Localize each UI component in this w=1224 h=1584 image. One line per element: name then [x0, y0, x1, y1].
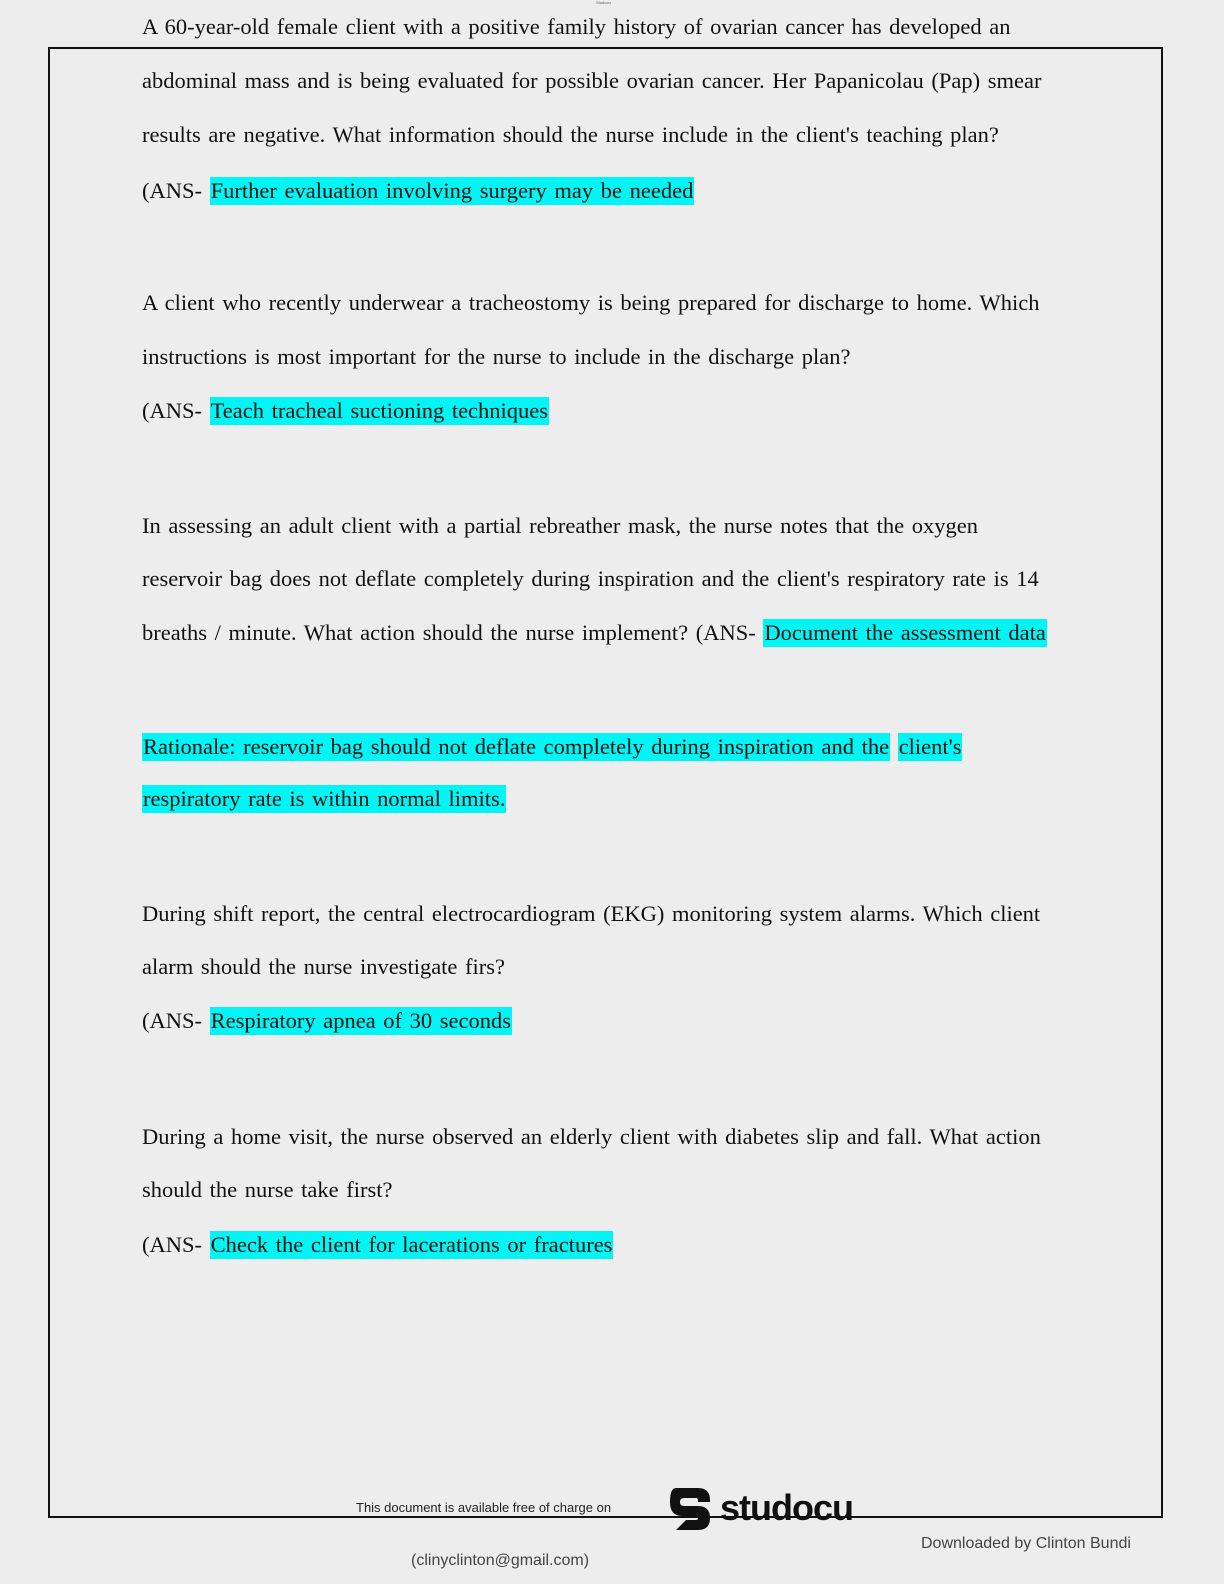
- studocu-logo-icon: [668, 1484, 714, 1532]
- question-4-answer: Respiratory apnea of 30 seconds: [210, 1008, 512, 1033]
- question-1-answer: Further evaluation involving surgery may be needed: [210, 178, 694, 203]
- answer-prefix: (ANS-: [142, 1232, 210, 1257]
- answer-prefix: (ANS-: [142, 178, 210, 203]
- answer-prefix: (ANS-: [142, 1008, 210, 1033]
- downloader-email: (clinyclinton@gmail.com): [411, 1552, 590, 1569]
- studocu-wordmark: studocu: [720, 1487, 853, 1528]
- question-3-line-2: reservoir bag does not deflate completely during inspiration and the client's respiratory rate is 14: [142, 566, 1039, 591]
- rationale-text: Rationale: reservoir bag should not deflate completely during inspiration and the: [143, 734, 890, 759]
- question-5-answer-line: [142, 1230, 613, 1260]
- studocu-logo-link[interactable]: [668, 1484, 853, 1532]
- question-2-answer-line: [142, 396, 549, 426]
- rationale-text-continued: client's: [898, 734, 962, 759]
- question-2-line-1: A client who recently underwear a tracheostomy is being prepared for discharge to home. Which: [142, 290, 1040, 315]
- question-4-answer-line: [142, 1006, 512, 1036]
- question-2-answer: Teach tracheal suctioning techniques: [210, 398, 549, 423]
- question-1-line-1: A 60-year-old female client with a positive family history of ovarian cancer has developed an: [142, 14, 1011, 39]
- question-3-line-1: In assessing an adult client with a partial rebreather mask, the nurse notes that the oxygen: [142, 513, 979, 538]
- question-2-line-2: instructions is most important for the nurse to include in the discharge plan?: [142, 344, 851, 369]
- question-4-line-1: During shift report, the central electrocardiogram (EKG) monitoring system alarms. Which client: [142, 901, 1041, 926]
- page-frame: [48, 47, 1163, 1518]
- question-3-rationale-line-2: [142, 784, 506, 814]
- question-5-line-2: should the nurse take first?: [142, 1177, 393, 1202]
- question-3-answer: Document the assessment data: [764, 620, 1046, 645]
- question-3-inline-text: breaths / minute. What action should the nurse implement? (ANS-: [142, 620, 764, 645]
- question-3-answer-line: [142, 618, 1047, 648]
- question-5-line-1: During a home visit, the nurse observed an elderly client with diabetes slip and fall. What action: [142, 1124, 1041, 1149]
- question-1-line-2: abdominal mass and is being evaluated for possible ovarian cancer. Her Papanicolau (Pap) smear: [142, 68, 1042, 93]
- question-3-rationale-line-1: [142, 732, 962, 762]
- answer-prefix: (ANS-: [142, 398, 210, 423]
- question-5-answer: Check the client for lacerations or fractures: [210, 1232, 613, 1257]
- footer-availability-notice: This document is available free of charge on: [356, 1500, 612, 1515]
- question-1-line-3: results are negative. What information should the nurse include in the client's teaching plan?: [142, 122, 999, 147]
- downloaded-by-text: Downloaded by Clinton Bundi: [921, 1535, 1131, 1552]
- question-1-answer-line: [142, 176, 694, 206]
- rationale-text-line-2: respiratory rate is within normal limits.: [143, 786, 506, 811]
- page-header-mark: Studocu: [596, 0, 611, 5]
- question-4-line-2: alarm should the nurse investigate firs?: [142, 954, 506, 979]
